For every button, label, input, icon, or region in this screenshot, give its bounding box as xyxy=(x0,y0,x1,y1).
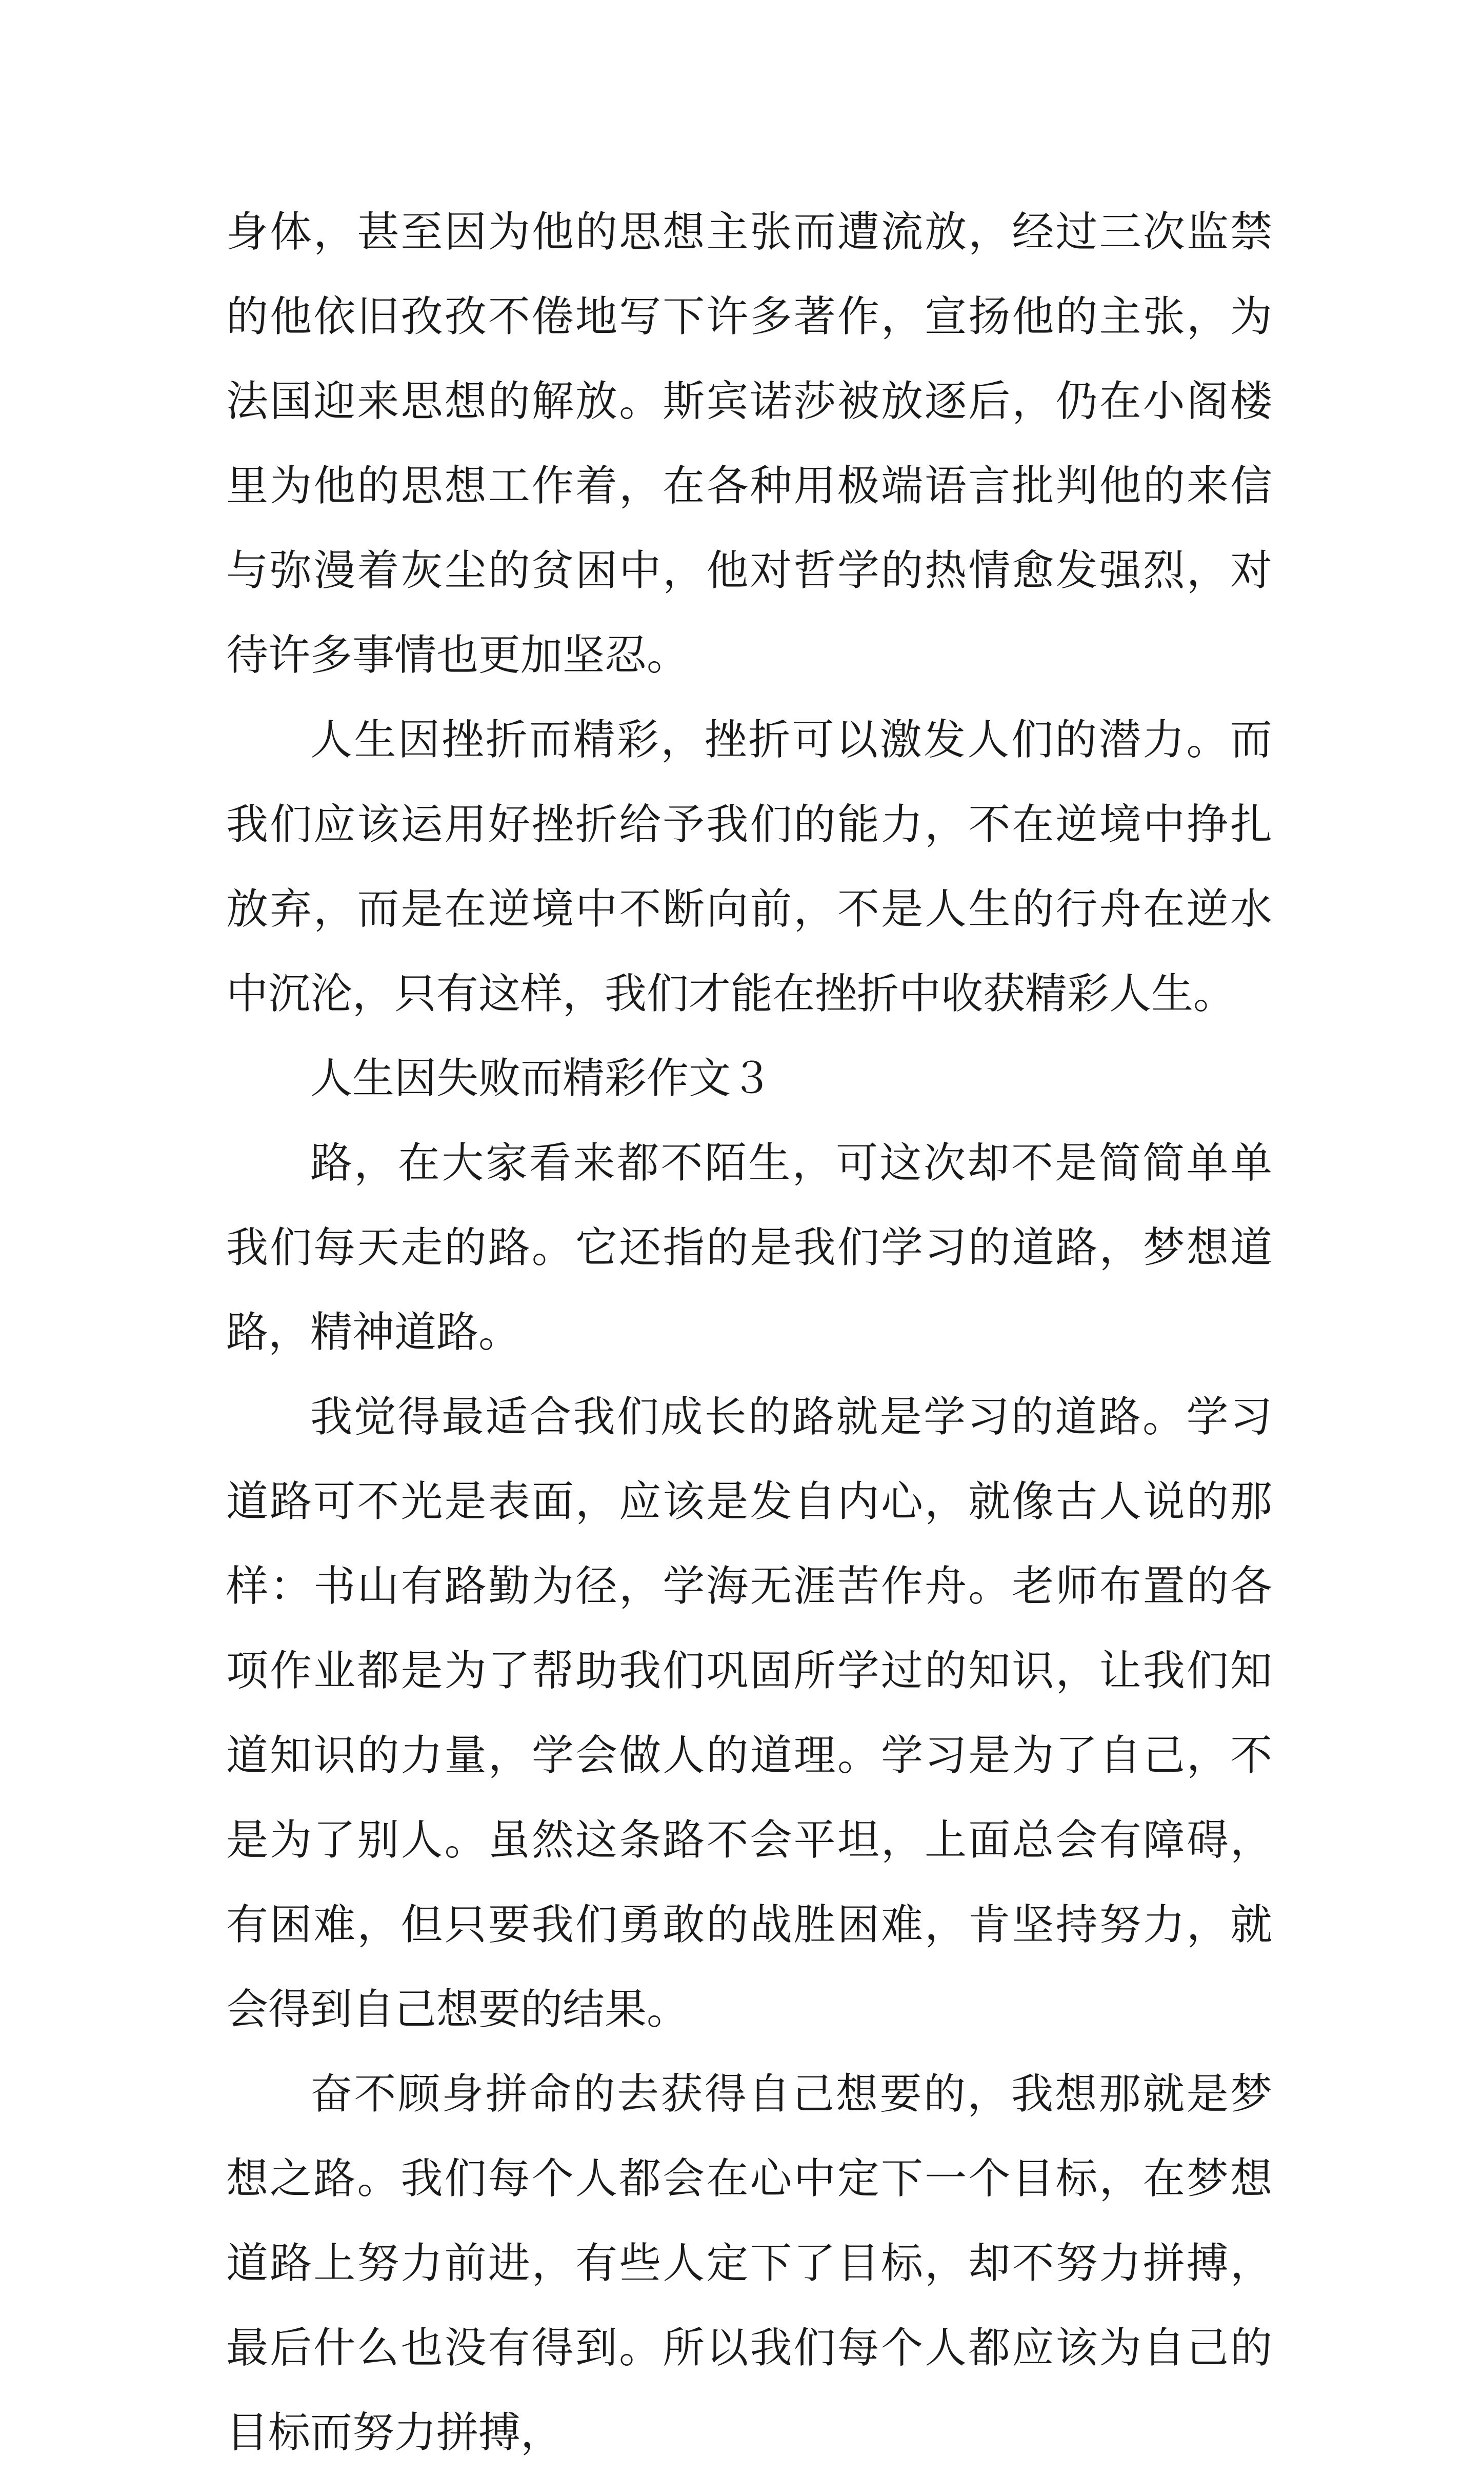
paragraph-continuation: 身体，甚至因为他的思想主张而遭流放，经过三次监禁的他依旧孜孜不倦地写下许多著作，宣扬他的主张，为法国迎来思想的解放。斯宾诺莎被放逐后，仍在小阁楼里为他的思想工作着，在各种用极端语言批判他的来信与弥漫着灰尘的贫困中，他对哲学的热情愈发强烈，对待许多事情也更加坚忍。 xyxy=(226,208,1272,680)
paragraph-setbacks-conclusion: 人生因挫折而精彩，挫折可以激发人们的潜力。而我们应该运用好挫折给予我们的能力，不在逆境中挣扎放弃，而是在逆境中不断向前，不是人生的行舟在逆水中沉沦，只有这样，我们才能在挫折中收获精彩人生。 xyxy=(226,716,1272,1018)
paragraph-learning-road: 我觉得最适合我们成长的路就是学习的道路。学习道路可不光是表面，应该是发自内心，就像古人说的那样：书山有路勤为径，学海无涯苦作舟。老师布置的各项作业都是为了帮助我们巩固所学过的知识，让我们知道知识的力量，学会做人的道理。学习是为了自己，不是为了别人。虽然这条路不会平坦，上面总会有障碍，有困难，但只要我们勇敢的战胜困难，肯坚持努力，就会得到自己想要的结果。 xyxy=(226,1393,1272,2034)
essay-body xyxy=(226,190,1272,2475)
paragraph-road-intro: 路，在大家看来都不陌生，可这次却不是简简单单我们每天走的路。它还指的是我们学习的道路，梦想道路，精神道路。 xyxy=(226,1139,1272,1357)
paragraph-dream-road: 奋不顾身拼命的去获得自己想要的，我想那就是梦想之路。我们每个人都会在心中定下一个目标，在梦想道路上努力前进，有些人定下了目标，却不努力拼搏，最后什么也没有得到。所以我们每个人都应该为自己的目标而努力拼搏， xyxy=(226,2070,1272,2457)
essay-heading: 人生因失败而精彩作文３ xyxy=(310,1054,773,1103)
